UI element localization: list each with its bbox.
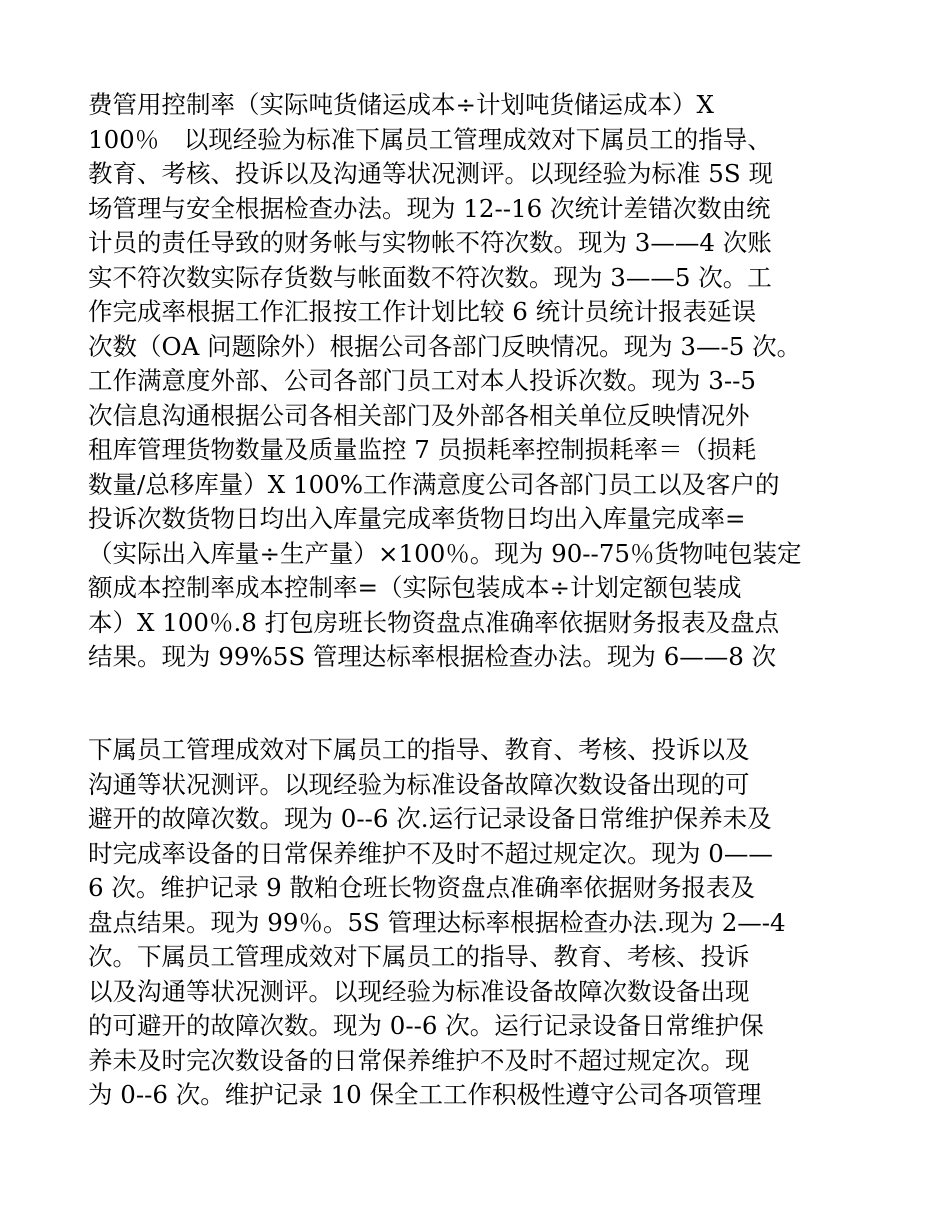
text-line: 沟通等状况测评。以现经验为标准设备故障次数设备出现的可 [88,769,750,799]
text-line: 结果。现为 99%5S 管理达标率根据检查办法。现为 6——8 次 [88,642,777,671]
text-line: 为 0--6 次。维护记录 10 保全工工作积极性遵守公司各项管理 [88,1080,762,1109]
text-line: 投诉次数货物日均出入库量完成率货物日均出入库量完成率= [88,504,746,533]
text-line: 时完成率设备的日常保养维护不及时不超过规定次。现为 0—— [88,838,773,868]
text-line: 计员的责任导致的财务帐与实物帐不符次数。现为 3——4 次账 [88,228,772,257]
text-line: 工作满意度外部、公司各部门员工对本人投诉次数。现为 3--5 [88,366,757,395]
text-line: 盘点结果。现为 99％。5S 管理达标率根据检查办法.现为 2—-4 [88,907,786,937]
text-line: 下属员工管理成效对下属员工的指导、教育、考核、投诉以及 [88,735,750,764]
text-line: 租库管理货物数量及质量监控 7 员损耗率控制损耗率＝（损耗 [88,435,757,464]
text-line: 实不符次数实际存货数与帐面数不符次数。现为 3——5 次。工 [88,262,772,292]
text-line: 养未及时完次数设备的日常保养维护不及时不超过规定次。现 [88,1045,750,1075]
text-line: 本）X 100％.8 打包房班长物资盘点准确率依据财务报表及盘点 [88,607,780,637]
text-line: 次信息沟通根据公司各相关部门及外部各相关单位反映情况外 [88,400,750,430]
text-line: 6 次。维护记录 9 散粕仓班长物资盘点准确率依据财务报表及 [88,873,756,902]
text-line: 作完成率根据工作汇报按工作计划比较 6 统计员统计报表延误 [88,297,757,326]
text-line: 额成本控制率成本控制率=（实际包装成本÷计划定额包装成 [88,573,742,602]
body-paragraph-2 [88,733,878,1113]
text-line: 以及沟通等状况测评。以现经验为标准设备故障次数设备出现 [88,976,750,1006]
text-line: 次。下属员工管理成效对下属员工的指导、教育、考核、投诉 [88,942,750,971]
text-line: 教育、考核、投诉以及沟通等状况测评。以现经验为标准 5S 现 [88,159,773,188]
text-line: 数量/总移库量）X 100%工作满意度公司各部门员工以及客户的 [88,469,780,499]
text-line: （实际出入库量÷生产量）×100％。现为 90--75％货物吨包装定 [88,538,802,568]
text-line: 场管理与安全根据检查办法。现为 12--16 次统计差错次数由统 [88,193,771,223]
text-line: 避开的故障次数。现为 0--6 次.运行记录设备日常维护保养未及 [88,804,772,833]
text-line: 的可避开的故障次数。现为 0--6 次。运行记录设备日常维护保 [88,1011,764,1040]
body-paragraph-1 [88,88,878,675]
text-line: 次数（OA 问题除外）根据公司各部门反映情况。现为 3—-5 次。 [88,331,802,361]
text-line: 100％ 以现经验为标准下属员工管理成效对下属员工的指导、 [88,124,772,154]
text-line: 费管用控制率（实际吨货储运成本÷计划吨货储运成本）X [88,90,714,119]
